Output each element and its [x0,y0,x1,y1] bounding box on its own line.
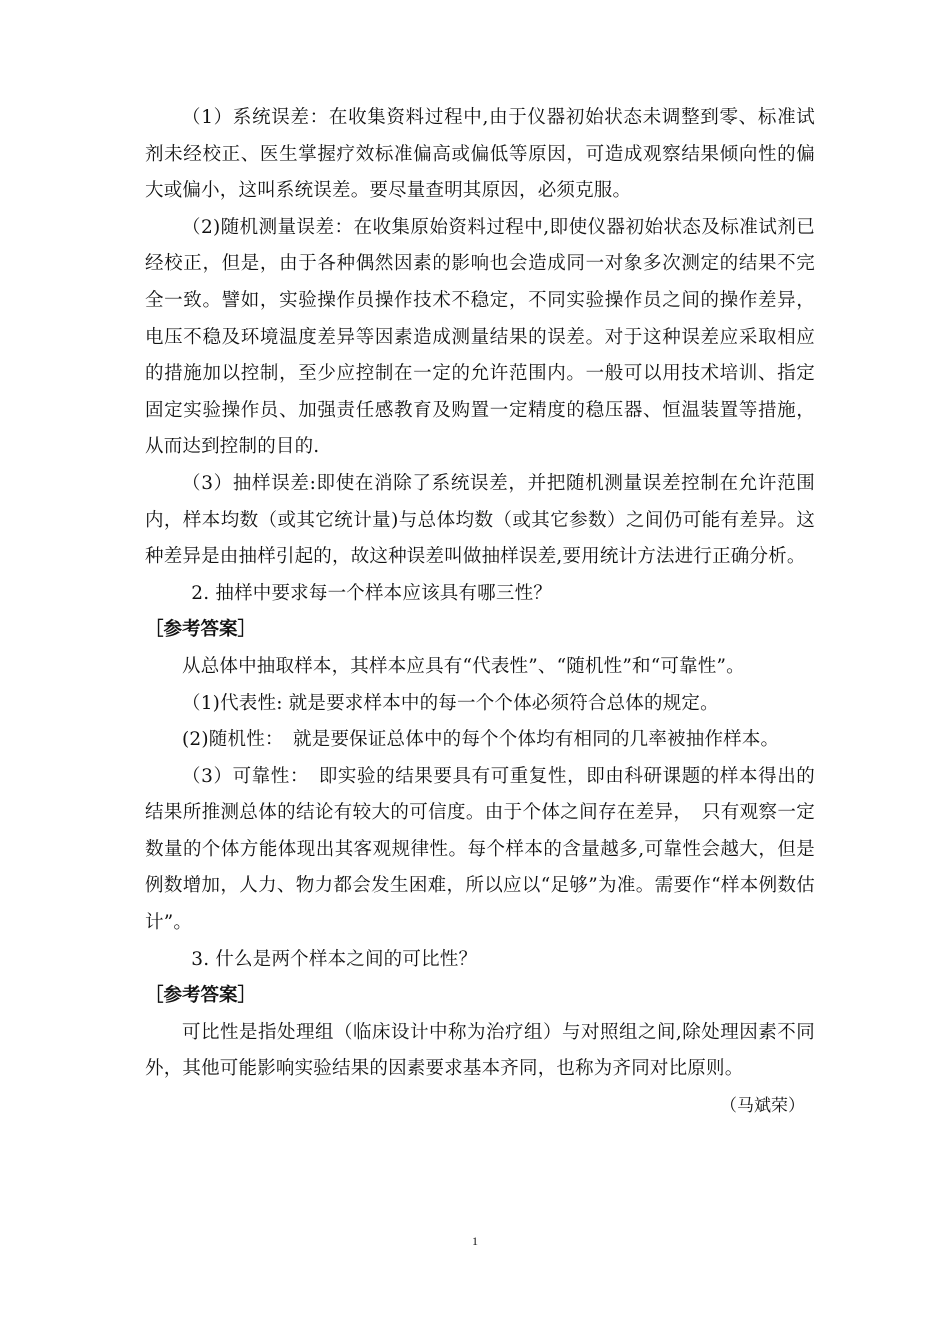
paragraph-systematic-error: （1）系统误差：在收集资料过程中,由于仪器初始状态未调整到零、标准试剂未经校正、医生掌握疗效标准偏高或偏低等原因，可造成观察结果倾向性的偏大或偏小，这叫系统误差。要尽量查明其原因，必须克服。 [145,107,815,202]
page-number: 1 [472,1234,478,1248]
answer-heading-3: ［参考答案］ [145,985,257,1007]
author-signature: （马斌荣） [720,1096,805,1117]
answer-2-reliable: （3）可靠性： 即实验的结果要具有可重复性，即由科研课题的样本得出的结果所推测总体的结论有较大的可信度。由于个体之间存在差异， 只有观察一定数量的个体方能体现出其客观规律性。每个样本的含量越多,可靠性会越大，但是例数增加，人力、物力都会发生困难，所以应以“足够”为准。需要作“样本例数估计”。 [145,765,815,934]
question-3: 3. 什么是两个样本之间的可比性？ [191,948,478,970]
paragraph-sampling-error: （3）抽样误差:即使在消除了系统误差，并把随机测量误差控制在允许范围内，样本均数（或其它统计量)与总体均数（或其它参数）之间仍可能有差异。这种差异是由抽样引起的，故这种误差叫做抽样误差,要用统计方法进行正确分析。 [145,472,815,568]
paragraph-random-error: （2)随机测量误差：在收集原始资料过程中,即使仪器初始状态及标准试剂已经校正，但是，由于各种偶然因素的影响也会造成同一对象多次测定的结果不完全一致。譬如，实验操作员操作技术不稳定，不同实验操作员之间的操作差异，电压不稳及环境温度差异等因素造成测量结果的误差。对于这种误差应采取相应的措施加以控制，至少应控制在一定的允许范围内。一般可以用技术培训、指定固定实验操作员、加强责任感教育及购置一定精度的稳压器、恒温装置等措施，从而达到控制的目的. [145,216,815,458]
answer-heading-2: ［参考答案］ [145,619,257,641]
answer-2-random: (2)随机性： 就是要保证总体中的每个个体均有相同的几率被抽作样本。 [182,729,780,751]
answer-3: 可比性是指处理组（临床设计中称为治疗组）与对照组之间,除处理因素不同外，其他可能影响实验结果的因素要求基本齐同，也称为齐同对比原则。 [145,1021,815,1080]
document-body [145,100,815,1125]
answer-2-intro: 从总体中抽取样本，其样本应具有“代表性”、“随机性”和“可靠性”。 [182,655,745,677]
answer-2-representative: （1)代表性: 就是要求样本中的每一个个体必须符合总体的规定。 [182,692,719,714]
question-2: 2. 抽样中要求每一个样本应该具有哪三性？ [191,582,552,604]
